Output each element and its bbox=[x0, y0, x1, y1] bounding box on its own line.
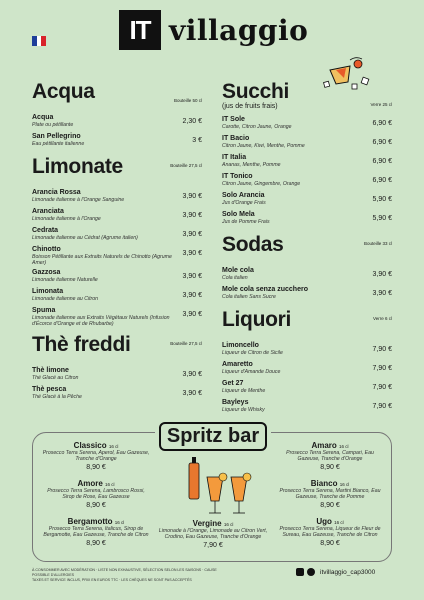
spritz-item-vergine bbox=[158, 519, 268, 549]
section-title: Acqua bbox=[32, 80, 95, 103]
section-acqua bbox=[32, 80, 202, 149]
spritz-name: Amaro bbox=[311, 441, 337, 450]
item-price: 6,90 € bbox=[372, 120, 392, 127]
spritz-name: Ugo bbox=[316, 517, 332, 526]
footer-line: TAXES ET SERVICE INCLUS, PRIX EN EUROS TTC · LES CHÈQUES NE SONT PAS ACCEPTÉS bbox=[32, 578, 192, 582]
spritz-size: 16 cl bbox=[334, 520, 344, 525]
menu-item bbox=[32, 269, 202, 285]
section-limonate bbox=[32, 155, 202, 327]
item-desc: Liqueur d'Amande Douce bbox=[222, 369, 281, 375]
spritz-size: 16 cl bbox=[223, 522, 234, 527]
menu-item bbox=[32, 367, 202, 383]
section-title: Liquori bbox=[222, 308, 292, 331]
spritz-name: Amore bbox=[77, 479, 103, 488]
item-name: San Pellegrino bbox=[32, 133, 81, 140]
item-name: Amaretto bbox=[222, 361, 253, 368]
menu-item bbox=[222, 135, 392, 151]
spritz-price: 7,90 € bbox=[203, 542, 223, 549]
spritz-size: 16 cl bbox=[114, 520, 125, 525]
section-title: Succhi bbox=[222, 80, 290, 103]
item-name: Spuma bbox=[32, 307, 56, 314]
item-desc: Liqueur de Whisky bbox=[222, 407, 265, 413]
footer-line: À CONSOMMER AVEC MODÉRATION · LISTE NON EXHAUSTIVE, SÉLECTION SELON LES SAISONS · CAUSE POSSIBLE D'ALLERGIES bbox=[32, 568, 217, 577]
item-price: 7,90 € bbox=[372, 403, 392, 410]
item-price: 3,90 € bbox=[182, 390, 202, 397]
menu-item bbox=[32, 114, 202, 130]
spritz-desc: Prosecco Terra Serena, Italicus, Sirop de Bergamotte, Eau Gazeuse, Tranche de Citron bbox=[43, 526, 149, 538]
flag-stripe bbox=[41, 36, 46, 46]
section-note: Bouteille 33 cl bbox=[363, 241, 392, 246]
item-name: Solo Mela bbox=[222, 211, 255, 218]
menu-item bbox=[222, 211, 392, 227]
item-desc: Thé Glacé au Citron bbox=[32, 375, 79, 381]
spritz-item-bianco bbox=[275, 479, 385, 509]
item-name: Get 27 bbox=[222, 380, 244, 387]
section-title: Sodas bbox=[222, 233, 284, 256]
section-note: Bouteille 27,5 cl bbox=[170, 341, 202, 346]
item-name: Mole cola bbox=[222, 267, 254, 274]
footer-social bbox=[296, 568, 375, 576]
spritz-glasses-icon bbox=[183, 453, 263, 519]
menu-item bbox=[222, 342, 392, 358]
item-desc: Jus de Pomme Frais bbox=[222, 219, 270, 225]
spritz-item-bergamotto bbox=[41, 517, 151, 547]
spritz-desc: Prosecco Terra Serena, Lambrosco Rossi, Sirop de Rose, Eau Gazeuse bbox=[47, 488, 145, 500]
item-name: IT Italia bbox=[222, 154, 247, 161]
item-name: Cedrata bbox=[32, 227, 59, 234]
item-price: 3,90 € bbox=[372, 271, 392, 278]
spritz-price: 8,90 € bbox=[320, 464, 340, 471]
item-desc: Limonade italienne au Cédrat (Agrume italien) bbox=[32, 235, 138, 241]
spritz-size: 16 cl bbox=[108, 444, 119, 449]
menu-item bbox=[32, 288, 202, 304]
logo-box: IT bbox=[119, 10, 161, 50]
section-subtitle: (jus de fruits frais) bbox=[222, 103, 278, 110]
menu-item bbox=[32, 307, 202, 327]
item-price: 3,90 € bbox=[182, 193, 202, 200]
spritz-desc: Prosecco Terra Serena, Campari, Eau Gazeuse, Tranche d'Orange bbox=[286, 450, 374, 462]
spritz-size: 16 cl bbox=[339, 482, 350, 487]
instagram-icon[interactable] bbox=[296, 568, 304, 576]
item-price: 5,90 € bbox=[372, 215, 392, 222]
menu-item bbox=[222, 154, 392, 170]
menu-item bbox=[222, 380, 392, 396]
menu-item bbox=[32, 386, 202, 402]
item-price: 6,90 € bbox=[372, 177, 392, 184]
item-name: Acqua bbox=[32, 114, 54, 121]
item-price: 3,90 € bbox=[182, 212, 202, 219]
section-succhi bbox=[222, 80, 392, 227]
item-desc: Limonade italienne aux Extraits Végétaux Naturels (Infusion d'Écorce d'Orange et de Rhubarbe) bbox=[32, 315, 170, 327]
item-price: 3,90 € bbox=[182, 273, 202, 280]
spritz-item-amaro bbox=[275, 441, 385, 471]
item-name: Bayleys bbox=[222, 399, 249, 406]
item-name: Limonata bbox=[32, 288, 64, 295]
french-flag-icon bbox=[32, 36, 46, 46]
menu-item bbox=[222, 286, 392, 302]
menu-item bbox=[32, 246, 202, 266]
spritz-desc: Prosecco Terra Serena, Aperol, Eau Gazeuse, Tranche d'Orange bbox=[42, 450, 150, 462]
facebook-icon[interactable] bbox=[307, 568, 315, 576]
item-desc: Limonade italienne au Citron bbox=[32, 296, 99, 302]
item-desc: Citron Jaune, Kiwi, Menthe, Pomme bbox=[222, 143, 305, 149]
menu-item bbox=[32, 208, 202, 224]
spritz-price: 8,90 € bbox=[320, 540, 340, 547]
item-name: IT Bacio bbox=[222, 135, 250, 142]
section-sodas bbox=[222, 233, 392, 302]
item-price: 3,90 € bbox=[372, 290, 392, 297]
item-price: 3 € bbox=[192, 137, 202, 144]
item-name: Limoncello bbox=[222, 342, 259, 349]
item-desc: Plate ou pétillante bbox=[32, 122, 74, 128]
spritz-item-amore bbox=[41, 479, 151, 509]
left-column bbox=[32, 80, 202, 408]
item-name: Mole cola senza zucchero bbox=[222, 286, 308, 293]
item-desc: Liqueur de Citron de Sicile bbox=[222, 350, 283, 356]
logo bbox=[119, 10, 308, 50]
menu-item bbox=[222, 192, 392, 208]
item-desc: Ananas, Menthe, Pomme bbox=[222, 162, 281, 168]
spritz-name: Vergine bbox=[192, 519, 222, 528]
spritz-name: Bianco bbox=[310, 479, 338, 488]
item-name: Gazzosa bbox=[32, 269, 61, 276]
menu-item bbox=[222, 267, 392, 283]
item-desc: Limonade italienne à l'Orange Sanguine bbox=[32, 197, 125, 203]
spritz-price: 8,90 € bbox=[86, 502, 106, 509]
spritz-price: 8,90 € bbox=[86, 540, 106, 547]
spritz-desc: Limonade à l'Orange, Limonade au Citron Vert, Crodino, Eau Gazeuse, Tranche d'Orange bbox=[158, 528, 268, 540]
item-price: 3,90 € bbox=[182, 311, 202, 318]
item-price: 3,90 € bbox=[182, 231, 202, 238]
item-desc: Limonade italienne à l'Orange bbox=[32, 216, 101, 222]
item-desc: Boisson Pétillante aux Extraits Naturels de Chinotto (Agrume Amer) bbox=[32, 254, 172, 266]
item-desc: Cola italien bbox=[222, 275, 248, 281]
item-desc: Eau pétillante italienne bbox=[32, 141, 85, 147]
spritz-title: Spritz bar bbox=[159, 422, 267, 451]
item-price: 6,90 € bbox=[372, 158, 392, 165]
item-price: 5,90 € bbox=[372, 196, 392, 203]
section-note: Verre 25 cl bbox=[370, 102, 392, 107]
menu-item bbox=[222, 361, 392, 377]
spritz-size: 16 cl bbox=[105, 482, 115, 487]
footer-disclaimer bbox=[32, 568, 232, 583]
item-name: IT Sole bbox=[222, 116, 245, 123]
item-price: 7,90 € bbox=[372, 346, 392, 353]
item-name: Aranciata bbox=[32, 208, 64, 215]
menu-item bbox=[32, 133, 202, 149]
spritz-desc: Prosecco Terra Serena, Liqueur de Fleur de Sureau, Eau Gazeuse, Tranche de Citron bbox=[279, 526, 381, 538]
item-desc: Liqueur de Menthe bbox=[222, 388, 266, 394]
item-name: Arancia Rossa bbox=[32, 189, 81, 196]
section-title: Thè freddi bbox=[32, 333, 131, 356]
item-price: 6,90 € bbox=[372, 139, 392, 146]
section-title: Limonate bbox=[32, 155, 123, 178]
spritz-bar-box bbox=[32, 424, 392, 562]
item-desc: Limonade italienne Naturelle bbox=[32, 277, 98, 283]
section-note: Bouteille 50 cl bbox=[173, 98, 202, 103]
menu-item bbox=[32, 189, 202, 205]
right-column bbox=[222, 80, 392, 421]
menu-item bbox=[32, 227, 202, 243]
section-the-freddi bbox=[32, 333, 202, 402]
item-price: 7,90 € bbox=[372, 365, 392, 372]
item-desc: Jus d'Orange Frais bbox=[222, 200, 266, 206]
item-price: 3,90 € bbox=[182, 371, 202, 378]
logo-text: villaggio bbox=[169, 13, 309, 47]
spritz-desc: Prosecco Terra Serena, Martini Bianco, Eau Gazeuse, Tranche de Pomme bbox=[279, 488, 381, 500]
section-note: Bouteille 27,5 cl bbox=[170, 163, 202, 168]
spritz-name: Classico bbox=[73, 441, 107, 450]
section-liquori bbox=[222, 308, 392, 415]
spritz-item-classico bbox=[41, 441, 151, 471]
item-name: IT Tonico bbox=[222, 173, 253, 180]
menu-item bbox=[222, 116, 392, 132]
item-desc: Citron Jaune, Gingembre, Orange bbox=[222, 181, 301, 187]
menu-item bbox=[222, 173, 392, 189]
spritz-size: 16 cl bbox=[339, 444, 349, 449]
item-price: 3,90 € bbox=[182, 292, 202, 299]
item-name: Thè pesca bbox=[32, 386, 67, 393]
item-price: 7,90 € bbox=[372, 384, 392, 391]
item-name: Thè limone bbox=[32, 367, 69, 374]
spritz-name: Bergamotto bbox=[67, 517, 113, 526]
social-handle[interactable]: itvillaggio_cap3000 bbox=[320, 568, 376, 576]
item-desc: Carotte, Citron Jaune, Orange bbox=[222, 124, 292, 130]
spritz-price: 8,90 € bbox=[320, 502, 340, 509]
item-name: Solo Arancia bbox=[222, 192, 265, 199]
section-note: Verre 6 cl bbox=[372, 316, 392, 321]
item-desc: Thé Glacé à la Pêche bbox=[32, 394, 82, 400]
spritz-item-ugo bbox=[275, 517, 385, 547]
item-price: 3,90 € bbox=[182, 250, 202, 257]
item-price: 2,30 € bbox=[182, 118, 202, 125]
item-name: Chinotto bbox=[32, 246, 61, 253]
spritz-title-wrap bbox=[155, 421, 271, 451]
menu-item bbox=[222, 399, 392, 415]
item-desc: Cola italien Sans Sucre bbox=[222, 294, 276, 300]
spritz-price: 8,90 € bbox=[86, 464, 106, 471]
